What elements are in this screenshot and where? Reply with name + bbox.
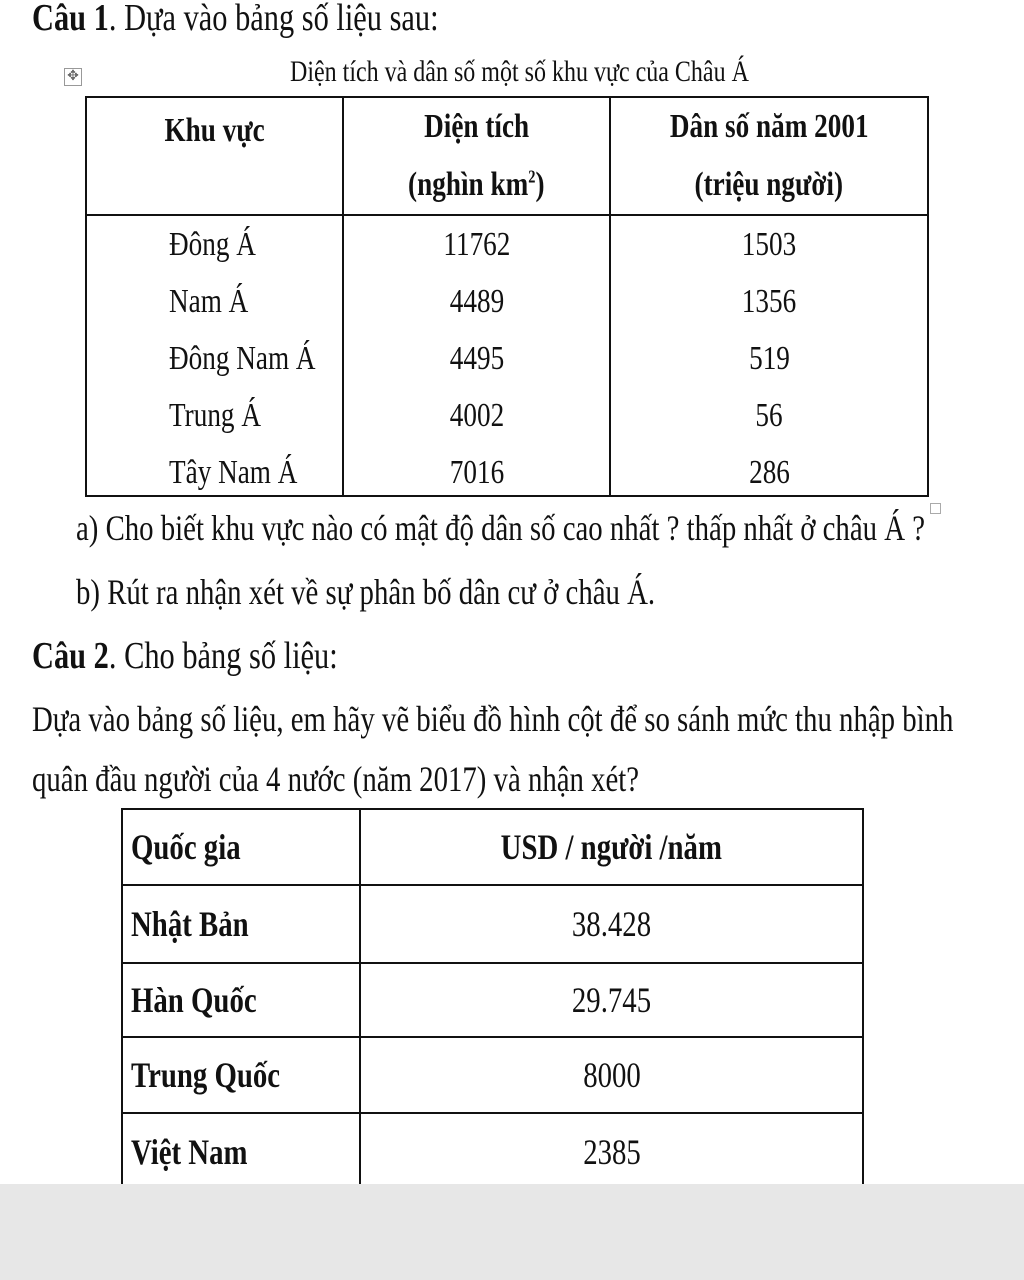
question-1-prompt: . Dựa vào bảng số liệu sau: [108, 0, 439, 39]
question-2-text-line-1: Dựa vào bảng số liệu, em hãy vẽ biểu đồ hình cột để so sánh mức thu nhập bình [32, 699, 954, 739]
table-1-caption: Diện tích và dân số một số khu vực của Châu Á [290, 55, 749, 88]
region-cell: Trung Á [169, 396, 261, 434]
region-table [85, 96, 929, 497]
question-2-label: Câu 2 [32, 635, 109, 677]
header-area: Diện tích (nghìn $km^2$) [408, 108, 545, 203]
header-country: Quốc gia [131, 827, 241, 867]
income-table [121, 808, 864, 1198]
table-row [123, 1038, 862, 1112]
header-income: USD / người /năm [500, 827, 723, 867]
area-cell: 4002 [449, 396, 504, 434]
area-cell: 11762 [443, 225, 510, 263]
region-cell: Đông Nam Á [169, 339, 316, 377]
header-population: Dân số năm 2001 (triệu người) [669, 108, 869, 203]
region-cell: Tây Nam Á [169, 453, 298, 491]
table-row [123, 886, 862, 962]
table-header-row [123, 810, 862, 884]
move-cross-icon[interactable]: ✥ [64, 68, 82, 86]
area-cell: 4489 [449, 282, 504, 320]
area-cell: 4495 [449, 339, 504, 377]
region-cell: Đông Á [169, 225, 256, 263]
question-1-label: Câu 1 [32, 0, 109, 39]
population-cell: 286 [748, 453, 790, 491]
question-2-text-line-2: quân đầu người của 4 nước (năm 2017) và nhận xét? [32, 759, 640, 799]
region-cell: Nam Á [169, 282, 249, 320]
population-cell: 519 [748, 339, 790, 377]
question-1-heading [32, 0, 540, 38]
table-row [87, 330, 927, 387]
question-1-part-b: b) Rút ra nhận xét về sự phân bố dân cư ở châu Á. [76, 572, 656, 612]
area-cell: 7016 [449, 453, 504, 491]
population-cell: 1356 [741, 282, 797, 320]
question-2-prompt: . Cho bảng số liệu: [108, 635, 338, 677]
country-cell: Nhật Bản [131, 904, 249, 944]
country-cell: Trung Quốc [131, 1055, 281, 1095]
table-row [87, 387, 927, 444]
income-cell: 38.428 [571, 904, 652, 944]
country-cell: Việt Nam [131, 1132, 248, 1172]
footer-bar [0, 1184, 1024, 1280]
country-cell: Hàn Quốc [131, 980, 257, 1020]
population-cell: 1503 [741, 225, 797, 263]
question-1-part-a: a) Cho biết khu vực nào có mật độ dân số cao nhất ? thấp nhất ở châu Á ? [76, 508, 925, 548]
table-row [87, 216, 927, 273]
income-cell: 8000 [582, 1055, 641, 1095]
table-row [123, 964, 862, 1036]
income-cell: 2385 [582, 1132, 641, 1172]
table-row [123, 1114, 862, 1190]
table-row [87, 273, 927, 330]
header-region: Khu vực [164, 112, 265, 149]
table-row [87, 444, 927, 501]
question-2-heading [32, 636, 414, 676]
population-cell: 56 [755, 396, 783, 434]
income-cell: 29.745 [571, 980, 652, 1020]
